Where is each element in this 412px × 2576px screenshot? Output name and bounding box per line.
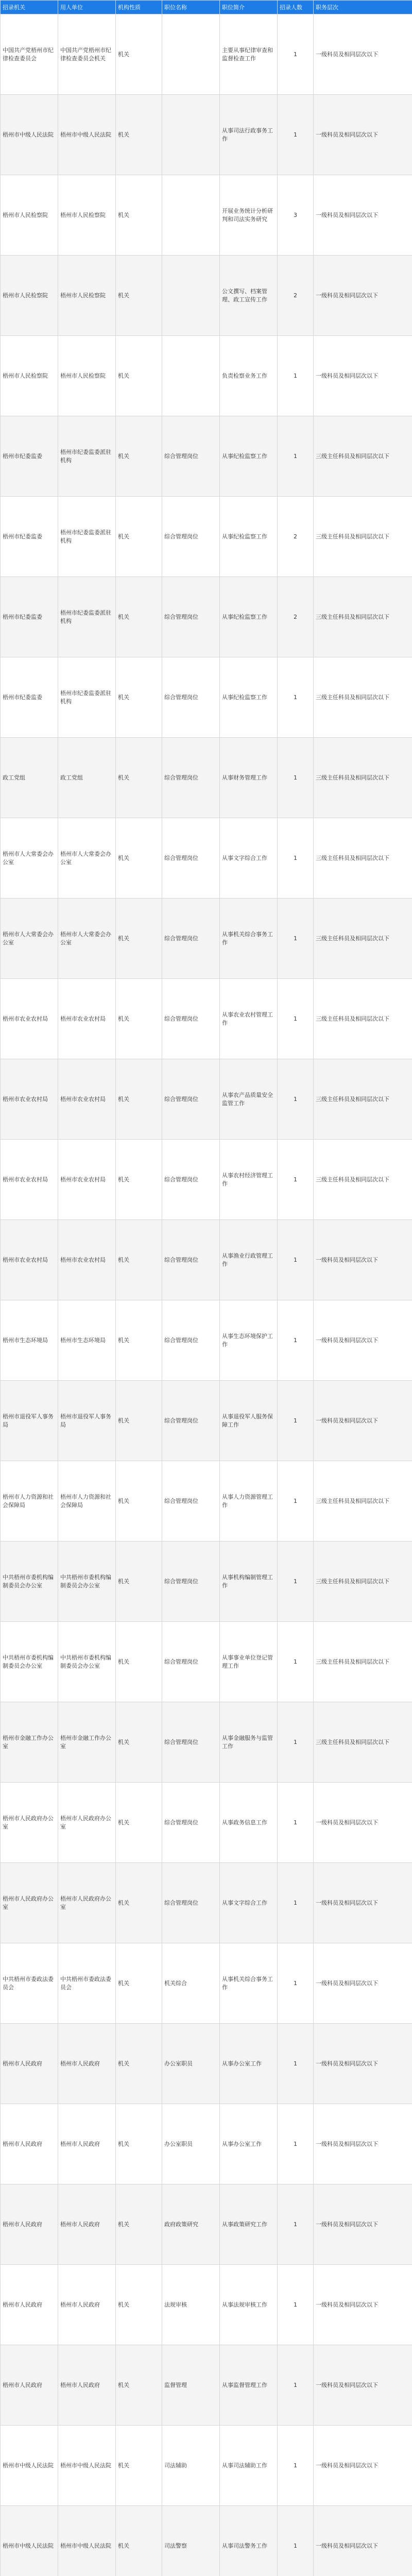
cell-recruiting-agency: 梧州市中级人民法院 <box>1 2506 58 2576</box>
cell-headcount: 1 <box>278 2184 314 2265</box>
table-row <box>1 1622 412 1702</box>
table-row <box>1 256 412 336</box>
cell-headcount: 1 <box>278 416 314 497</box>
cell-recruiting-agency: 梧州市人民检察院 <box>1 175 58 256</box>
cell-position-brief: 从事机关综合事务工作 <box>220 899 278 979</box>
cell-position-brief: 从事农业农村管理工作 <box>220 979 278 1059</box>
cell-recruiting-agency: 梧州市人民政府 <box>1 2024 58 2104</box>
cell-position-level: 一级科员及相同层次以下 <box>314 14 412 95</box>
cell-headcount: 1 <box>278 657 314 738</box>
cell-employer: 中国共产党梧州市纪律检查委员会机关 <box>58 14 116 95</box>
table-header-row <box>1 1 412 14</box>
table-row <box>1 497 412 577</box>
cell-position-brief: 从事法规审核工作 <box>220 2265 278 2345</box>
cell-org-nature: 机关 <box>116 2265 162 2345</box>
cell-position-name: 办公室职员 <box>162 2024 220 2104</box>
cell-position-level: 三级主任科员及相同层次以下 <box>314 738 412 818</box>
cell-headcount: 1 <box>278 1702 314 1783</box>
cell-employer: 梧州市中级人民法院 <box>58 95 116 175</box>
table-row <box>1 175 412 256</box>
cell-org-nature: 机关 <box>116 657 162 738</box>
cell-recruiting-agency: 中共梧州市委政法委员会 <box>1 1943 58 2024</box>
cell-org-nature: 机关 <box>116 2345 162 2426</box>
table-row <box>1 657 412 738</box>
cell-recruiting-agency: 梧州市人民政府办公室 <box>1 1783 58 1863</box>
table-row <box>1 1300 412 1381</box>
cell-employer: 梧州市人大常委会办公室 <box>58 899 116 979</box>
cell-position-name <box>162 175 220 256</box>
cell-headcount: 1 <box>278 2104 314 2184</box>
cell-position-name: 监督管理 <box>162 2345 220 2426</box>
cell-headcount: 1 <box>278 1943 314 2024</box>
cell-recruiting-agency: 梧州市退役军人事务局 <box>1 1381 58 1461</box>
header-position-level: 职务层次 <box>314 1 412 14</box>
table-row <box>1 1863 412 1943</box>
header-position-name: 职位名称 <box>162 1 220 14</box>
cell-employer: 梧州市纪委监委派驻机构 <box>58 497 116 577</box>
cell-position-level: 三级主任科员及相同层次以下 <box>314 1461 412 1541</box>
cell-position-brief: 从事监督管理工作 <box>220 2345 278 2426</box>
cell-recruiting-agency: 梧州市纪委监委 <box>1 497 58 577</box>
table-row <box>1 14 412 95</box>
header-recruiting-agency: 招录机关 <box>1 1 58 14</box>
table-row <box>1 416 412 497</box>
table-row <box>1 2265 412 2345</box>
cell-org-nature: 机关 <box>116 2426 162 2506</box>
cell-headcount: 1 <box>278 95 314 175</box>
cell-org-nature: 机关 <box>116 1300 162 1381</box>
cell-headcount: 1 <box>278 2426 314 2506</box>
cell-employer: 梧州市中级人民法院 <box>58 2506 116 2576</box>
cell-headcount: 1 <box>278 2024 314 2104</box>
cell-position-level: 一级科员及相同层次以下 <box>314 2104 412 2184</box>
cell-position-level: 一级科员及相同层次以下 <box>314 2345 412 2426</box>
cell-position-level: 三级主任科员及相同层次以下 <box>314 577 412 657</box>
cell-position-name: 综合管理岗位 <box>162 738 220 818</box>
cell-employer: 梧州市退役军人事务局 <box>58 1381 116 1461</box>
cell-headcount: 1 <box>278 738 314 818</box>
cell-position-brief: 公文撰写、档案管理、政工宣传工作 <box>220 256 278 336</box>
cell-position-level: 一级科员及相同层次以下 <box>314 1220 412 1300</box>
cell-position-level: 一级科员及相同层次以下 <box>314 256 412 336</box>
cell-employer: 梧州市纪委监委派驻机构 <box>58 577 116 657</box>
cell-position-name: 综合管理岗位 <box>162 416 220 497</box>
table-row <box>1 2506 412 2576</box>
cell-headcount: 1 <box>278 1059 314 1140</box>
cell-position-brief: 从事办公室工作 <box>220 2104 278 2184</box>
cell-employer: 中共梧州市委政法委员会 <box>58 1943 116 2024</box>
cell-recruiting-agency: 梧州市农业农村局 <box>1 1220 58 1300</box>
cell-position-level: 一级科员及相同层次以下 <box>314 2024 412 2104</box>
table-row <box>1 1140 412 1220</box>
table-body <box>1 14 412 2576</box>
cell-position-level: 三级主任科员及相同层次以下 <box>314 657 412 738</box>
cell-position-level: 一级科员及相同层次以下 <box>314 336 412 416</box>
cell-recruiting-agency: 梧州市人民政府办公室 <box>1 1863 58 1943</box>
cell-recruiting-agency: 梧州市人力资源和社会保障局 <box>1 1461 58 1541</box>
table-row <box>1 1461 412 1541</box>
cell-employer: 梧州市人民政府 <box>58 2104 116 2184</box>
cell-org-nature: 机关 <box>116 256 162 336</box>
table-row <box>1 1381 412 1461</box>
cell-position-brief: 从事事业单位登记管理工作 <box>220 1622 278 1702</box>
cell-employer: 中共梧州市委机构编制委员会办公室 <box>58 1541 116 1622</box>
cell-position-name: 法规审核 <box>162 2265 220 2345</box>
cell-org-nature: 机关 <box>116 1863 162 1943</box>
cell-headcount: 1 <box>278 899 314 979</box>
cell-position-level: 一级科员及相同层次以下 <box>314 1783 412 1863</box>
cell-position-brief: 从事纪检监察工作 <box>220 577 278 657</box>
cell-position-name: 综合管理岗位 <box>162 1783 220 1863</box>
cell-org-nature: 机关 <box>116 1943 162 2024</box>
cell-org-nature: 机关 <box>116 336 162 416</box>
cell-org-nature: 机关 <box>116 14 162 95</box>
cell-position-brief: 从事机关综合事务工作 <box>220 1943 278 2024</box>
cell-org-nature: 机关 <box>116 95 162 175</box>
cell-position-brief: 从事纪检监察工作 <box>220 497 278 577</box>
cell-employer: 梧州市人民政府 <box>58 2345 116 2426</box>
cell-recruiting-agency: 梧州市农业农村局 <box>1 979 58 1059</box>
cell-position-name: 综合管理岗位 <box>162 1541 220 1622</box>
cell-recruiting-agency: 梧州市农业农村局 <box>1 1059 58 1140</box>
cell-employer: 梧州市人力资源和社会保障局 <box>58 1461 116 1541</box>
cell-org-nature: 机关 <box>116 416 162 497</box>
table-row <box>1 336 412 416</box>
cell-position-brief: 从事机构编制管理工作 <box>220 1541 278 1622</box>
cell-employer: 梧州市农业农村局 <box>58 1220 116 1300</box>
cell-position-brief: 从事司法行政事务工作 <box>220 95 278 175</box>
cell-position-brief: 从事司法辅助工作 <box>220 2426 278 2506</box>
cell-org-nature: 机关 <box>116 2506 162 2576</box>
cell-position-name: 综合管理岗位 <box>162 1140 220 1220</box>
cell-position-name <box>162 336 220 416</box>
cell-position-name: 综合管理岗位 <box>162 577 220 657</box>
cell-position-name: 政府政策研究 <box>162 2184 220 2265</box>
cell-position-name: 司法辅助 <box>162 2426 220 2506</box>
cell-org-nature: 机关 <box>116 979 162 1059</box>
table-row <box>1 2104 412 2184</box>
cell-headcount: 1 <box>278 1220 314 1300</box>
cell-org-nature: 机关 <box>116 577 162 657</box>
cell-position-name: 综合管理岗位 <box>162 1381 220 1461</box>
cell-org-nature: 机关 <box>116 1702 162 1783</box>
cell-position-brief: 从事文字综合工作 <box>220 818 278 899</box>
cell-headcount: 1 <box>278 2345 314 2426</box>
cell-recruiting-agency: 梧州市人大常委会办公室 <box>1 818 58 899</box>
cell-position-level: 一级科员及相同层次以下 <box>314 2426 412 2506</box>
cell-position-level: 三级主任科员及相同层次以下 <box>314 416 412 497</box>
table-row <box>1 577 412 657</box>
cell-recruiting-agency: 中国共产党梧州市纪律检查委员会 <box>1 14 58 95</box>
cell-position-level: 三级主任科员及相同层次以下 <box>314 1140 412 1220</box>
cell-position-level: 三级主任科员及相同层次以下 <box>314 818 412 899</box>
cell-position-name: 综合管理岗位 <box>162 1622 220 1702</box>
table-row <box>1 1943 412 2024</box>
cell-org-nature: 机关 <box>116 1461 162 1541</box>
cell-recruiting-agency: 梧州市人民检察院 <box>1 336 58 416</box>
cell-recruiting-agency: 梧州市人民政府 <box>1 2104 58 2184</box>
cell-recruiting-agency: 梧州市人大常委会办公室 <box>1 899 58 979</box>
table-row <box>1 1541 412 1622</box>
cell-position-name: 综合管理岗位 <box>162 899 220 979</box>
cell-position-level: 三级主任科员及相同层次以下 <box>314 1622 412 1702</box>
cell-position-name: 综合管理岗位 <box>162 1220 220 1300</box>
cell-org-nature: 机关 <box>116 818 162 899</box>
cell-employer: 梧州市金融工作办公室 <box>58 1702 116 1783</box>
cell-recruiting-agency: 中共梧州市委机构编制委员会办公室 <box>1 1622 58 1702</box>
cell-position-brief: 从事金融服务与监管工作 <box>220 1702 278 1783</box>
cell-headcount: 2 <box>278 256 314 336</box>
cell-recruiting-agency: 梧州市金融工作办公室 <box>1 1702 58 1783</box>
cell-position-level: 三级主任科员及相同层次以下 <box>314 979 412 1059</box>
cell-employer: 梧州市人大常委会办公室 <box>58 818 116 899</box>
cell-recruiting-agency: 梧州市人民政府 <box>1 2184 58 2265</box>
cell-employer: 梧州市人民检察院 <box>58 336 116 416</box>
cell-headcount: 1 <box>278 1622 314 1702</box>
cell-org-nature: 机关 <box>116 1220 162 1300</box>
cell-employer: 政工党组 <box>58 738 116 818</box>
cell-org-nature: 机关 <box>116 738 162 818</box>
cell-org-nature: 机关 <box>116 1059 162 1140</box>
table-row <box>1 1702 412 1783</box>
cell-position-brief: 从事农村经济管理工作 <box>220 1140 278 1220</box>
cell-headcount: 1 <box>278 336 314 416</box>
cell-recruiting-agency: 政工党组 <box>1 738 58 818</box>
cell-headcount: 1 <box>278 1140 314 1220</box>
cell-position-brief: 从事政策研究工作 <box>220 2184 278 2265</box>
cell-headcount: 1 <box>278 1381 314 1461</box>
cell-employer: 梧州市农业农村局 <box>58 1059 116 1140</box>
cell-org-nature: 机关 <box>116 2104 162 2184</box>
cell-position-level: 一级科员及相同层次以下 <box>314 1381 412 1461</box>
cell-position-level: 三级主任科员及相同层次以下 <box>314 1059 412 1140</box>
cell-recruiting-agency: 梧州市纪委监委 <box>1 416 58 497</box>
cell-employer: 梧州市人民检察院 <box>58 175 116 256</box>
cell-position-name: 综合管理岗位 <box>162 1863 220 1943</box>
cell-headcount: 1 <box>278 2265 314 2345</box>
cell-position-name: 综合管理岗位 <box>162 1702 220 1783</box>
cell-position-name <box>162 256 220 336</box>
cell-employer: 梧州市纪委监委派驻机构 <box>58 657 116 738</box>
cell-position-brief: 从事文字综合工作 <box>220 1863 278 1943</box>
cell-position-brief: 负责检察业务工作 <box>220 336 278 416</box>
cell-position-level: 三级主任科员及相同层次以下 <box>314 1702 412 1783</box>
cell-employer: 梧州市人民政府办公室 <box>58 1783 116 1863</box>
table-row <box>1 2024 412 2104</box>
cell-employer: 梧州市农业农村局 <box>58 1140 116 1220</box>
cell-position-level: 一级科员及相同层次以下 <box>314 2265 412 2345</box>
table-row <box>1 818 412 899</box>
cell-position-level: 一级科员及相同层次以下 <box>314 2506 412 2576</box>
table-row <box>1 95 412 175</box>
cell-org-nature: 机关 <box>116 497 162 577</box>
table-row <box>1 1059 412 1140</box>
cell-employer: 中共梧州市委机构编制委员会办公室 <box>58 1622 116 1702</box>
cell-position-name: 办公室职员 <box>162 2104 220 2184</box>
cell-headcount: 1 <box>278 1300 314 1381</box>
cell-position-level: 三级主任科员及相同层次以下 <box>314 1541 412 1622</box>
cell-headcount: 2 <box>278 497 314 577</box>
cell-position-name: 司法警察 <box>162 2506 220 2576</box>
header-org-nature: 机构性质 <box>116 1 162 14</box>
cell-position-level: 一级科员及相同层次以下 <box>314 1863 412 1943</box>
cell-position-level: 一级科员及相同层次以下 <box>314 175 412 256</box>
cell-position-level: 三级主任科员及相同层次以下 <box>314 497 412 577</box>
cell-position-brief: 从事办公室工作 <box>220 2024 278 2104</box>
table-row <box>1 738 412 818</box>
cell-position-name: 综合管理岗位 <box>162 1300 220 1381</box>
cell-recruiting-agency: 中共梧州市委机构编制委员会办公室 <box>1 1541 58 1622</box>
cell-position-brief: 从事生态环境保护工作 <box>220 1300 278 1381</box>
header-employer: 用人单位 <box>58 1 116 14</box>
cell-position-name: 综合管理岗位 <box>162 979 220 1059</box>
cell-headcount: 1 <box>278 979 314 1059</box>
table-row <box>1 2426 412 2506</box>
cell-position-brief: 开展业务统计分析研判和司法实务研究 <box>220 175 278 256</box>
cell-position-brief: 从事司法警务工作 <box>220 2506 278 2576</box>
cell-position-brief: 从事人力资源管理工作 <box>220 1461 278 1541</box>
cell-org-nature: 机关 <box>116 2024 162 2104</box>
cell-position-brief: 从事纪检监察工作 <box>220 416 278 497</box>
cell-org-nature: 机关 <box>116 175 162 256</box>
cell-employer: 梧州市人民政府 <box>58 2024 116 2104</box>
cell-recruiting-agency: 梧州市人民政府 <box>1 2345 58 2426</box>
cell-headcount: 1 <box>278 14 314 95</box>
cell-position-name: 机关综合 <box>162 1943 220 2024</box>
cell-employer: 梧州市人民政府办公室 <box>58 1863 116 1943</box>
cell-headcount: 3 <box>278 175 314 256</box>
cell-recruiting-agency: 梧州市中级人民法院 <box>1 95 58 175</box>
cell-position-name: 综合管理岗位 <box>162 1059 220 1140</box>
cell-org-nature: 机关 <box>116 1381 162 1461</box>
cell-employer: 梧州市农业农村局 <box>58 979 116 1059</box>
cell-position-name: 综合管理岗位 <box>162 657 220 738</box>
cell-position-brief: 从事财务管理工作 <box>220 738 278 818</box>
header-position-brief: 职位简介 <box>220 1 278 14</box>
cell-position-level: 一级科员及相同层次以下 <box>314 1943 412 2024</box>
cell-recruiting-agency: 梧州市农业农村局 <box>1 1140 58 1220</box>
cell-position-name <box>162 95 220 175</box>
cell-position-brief: 从事渔业行政管理工作 <box>220 1220 278 1300</box>
cell-recruiting-agency: 梧州市纪委监委 <box>1 577 58 657</box>
cell-position-level: 一级科员及相同层次以下 <box>314 1300 412 1381</box>
header-headcount: 招录人数 <box>278 1 314 14</box>
cell-headcount: 1 <box>278 1783 314 1863</box>
cell-position-name: 综合管理岗位 <box>162 1461 220 1541</box>
cell-recruiting-agency: 梧州市生态环境局 <box>1 1300 58 1381</box>
cell-headcount: 1 <box>278 818 314 899</box>
cell-recruiting-agency: 梧州市纪委监委 <box>1 657 58 738</box>
table-row <box>1 1220 412 1300</box>
cell-position-brief: 从事纪检监察工作 <box>220 657 278 738</box>
cell-headcount: 1 <box>278 1461 314 1541</box>
cell-position-brief: 主要从事纪律审查和监督检查工作 <box>220 14 278 95</box>
cell-employer: 梧州市人民检察院 <box>58 256 116 336</box>
cell-position-level: 三级主任科员及相同层次以下 <box>314 899 412 979</box>
cell-employer: 梧州市人民政府 <box>58 2265 116 2345</box>
cell-headcount: 1 <box>278 1541 314 1622</box>
cell-position-brief: 从事退役军人服务保障工作 <box>220 1381 278 1461</box>
table-row <box>1 1783 412 1863</box>
cell-recruiting-agency: 梧州市人民政府 <box>1 2265 58 2345</box>
cell-position-name <box>162 14 220 95</box>
cell-org-nature: 机关 <box>116 2184 162 2265</box>
cell-recruiting-agency: 梧州市中级人民法院 <box>1 2426 58 2506</box>
cell-employer: 梧州市生态环境局 <box>58 1300 116 1381</box>
cell-position-name: 综合管理岗位 <box>162 818 220 899</box>
cell-employer: 梧州市中级人民法院 <box>58 2426 116 2506</box>
table-row <box>1 2345 412 2426</box>
cell-position-level: 一级科员及相同层次以下 <box>314 95 412 175</box>
table-row <box>1 2184 412 2265</box>
cell-org-nature: 机关 <box>116 1140 162 1220</box>
cell-headcount: 1 <box>278 2506 314 2576</box>
cell-employer: 梧州市纪委监委派驻机构 <box>58 416 116 497</box>
cell-org-nature: 机关 <box>116 1622 162 1702</box>
cell-org-nature: 机关 <box>116 899 162 979</box>
cell-recruiting-agency: 梧州市人民检察院 <box>1 256 58 336</box>
cell-headcount: 2 <box>278 577 314 657</box>
cell-position-name: 综合管理岗位 <box>162 497 220 577</box>
cell-headcount: 1 <box>278 1863 314 1943</box>
cell-org-nature: 机关 <box>116 1541 162 1622</box>
table-row <box>1 899 412 979</box>
cell-position-brief: 从事农产品质量安全监管工作 <box>220 1059 278 1140</box>
cell-position-brief: 从事政务信息工作 <box>220 1783 278 1863</box>
cell-employer: 梧州市人民政府 <box>58 2184 116 2265</box>
cell-org-nature: 机关 <box>116 1783 162 1863</box>
cell-position-level: 一级科员及相同层次以下 <box>314 2184 412 2265</box>
table-row <box>1 979 412 1059</box>
